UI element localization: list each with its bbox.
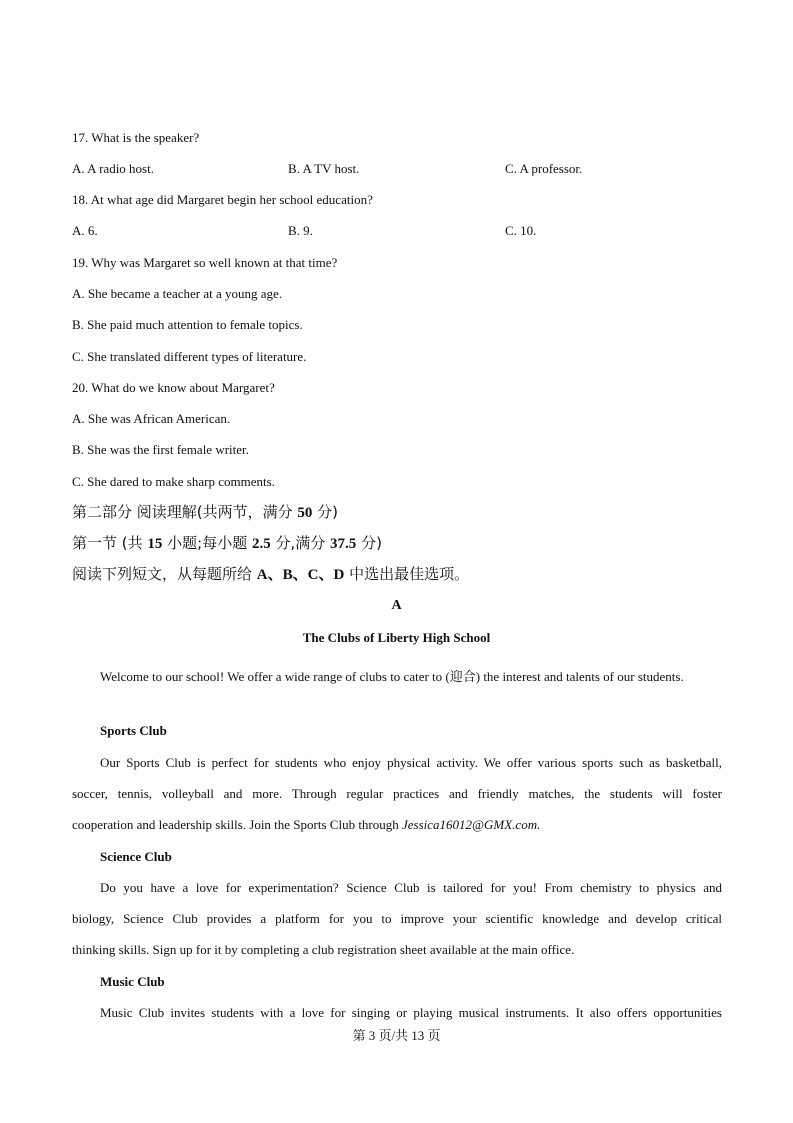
question-19-option-c: C. She translated different types of literature. xyxy=(72,349,307,364)
science-club-line-3: thinking skills. Sign up for it by completing a club registration sheet available at the main office. xyxy=(72,942,575,957)
question-19-option-b: B. She paid much attention to female topics. xyxy=(72,317,303,332)
question-17-option-c: C. A professor. xyxy=(505,161,583,176)
sports-club-line-1: Our Sports Club is perfect for students who enjoy physical activity. We offer various sports such as basketball, xyxy=(100,755,722,770)
page-number-footer: 第 3 页/共 13 页 xyxy=(352,1028,441,1043)
sports-club-line-3: cooperation and leadership skills. Join the Sports Club through Jessica16012@GMX.com. xyxy=(72,817,541,832)
part-two-heading: 第二部分 阅读理解(共两节，满分 50 分) xyxy=(72,503,339,521)
question-20-stem: 20. What do we know about Margaret? xyxy=(72,380,275,395)
reading-instructions: 阅读下列短文，从每题所给 A、B、C、D 中选出最佳选项。 xyxy=(72,565,470,583)
question-18-option-b: B. 9. xyxy=(288,223,313,238)
sports-club-email: Jessica16012@GMX.com. xyxy=(402,817,541,832)
music-club-heading: Music Club xyxy=(100,974,165,989)
question-20-option-b: B. She was the first female writer. xyxy=(72,442,249,457)
question-18-stem: 18. At what age did Margaret begin her school education? xyxy=(72,192,373,207)
section-one-heading: 第一节 (共 15 小题;每小题 2.5 分,满分 37.5 分) xyxy=(72,534,382,552)
question-20-option-c: C. She dared to make sharp comments. xyxy=(72,474,275,489)
question-17-option-b: B. A TV host. xyxy=(288,161,360,176)
sports-club-heading: Sports Club xyxy=(100,723,167,738)
question-18-option-a: A. 6. xyxy=(72,223,98,238)
question-19-stem: 19. Why was Margaret so well known at that time? xyxy=(72,255,338,270)
sports-club-line-2: soccer, tennis, volleyball and more. Through regular practices and friendly matches, the students will foster xyxy=(72,786,722,801)
science-club-line-2: biology, Science Club provides a platform for you to improve your scientific knowledge and develop critical xyxy=(72,911,722,926)
passage-letter: A xyxy=(391,598,402,613)
passage-intro: Welcome to our school! We offer a wide range of clubs to cater to (迎合) the interest and talents of our students. xyxy=(100,669,684,684)
question-20-option-a: A. She was African American. xyxy=(72,411,231,426)
science-club-heading: Science Club xyxy=(100,849,172,864)
question-18-option-c: C. 10. xyxy=(505,223,537,238)
passage-title: The Clubs of Liberty High School xyxy=(302,630,491,645)
question-17-option-a: A. A radio host. xyxy=(72,161,154,176)
science-club-line-1: Do you have a love for experimentation? Science Club is tailored for you! From chemistry to physics and xyxy=(100,880,722,895)
question-17-stem: 17. What is the speaker? xyxy=(72,130,200,145)
question-19-option-a: A. She became a teacher at a young age. xyxy=(72,286,283,301)
music-club-line-1: Music Club invites students with a love for singing or playing musical instruments. It also offers opportunities xyxy=(100,1005,722,1020)
